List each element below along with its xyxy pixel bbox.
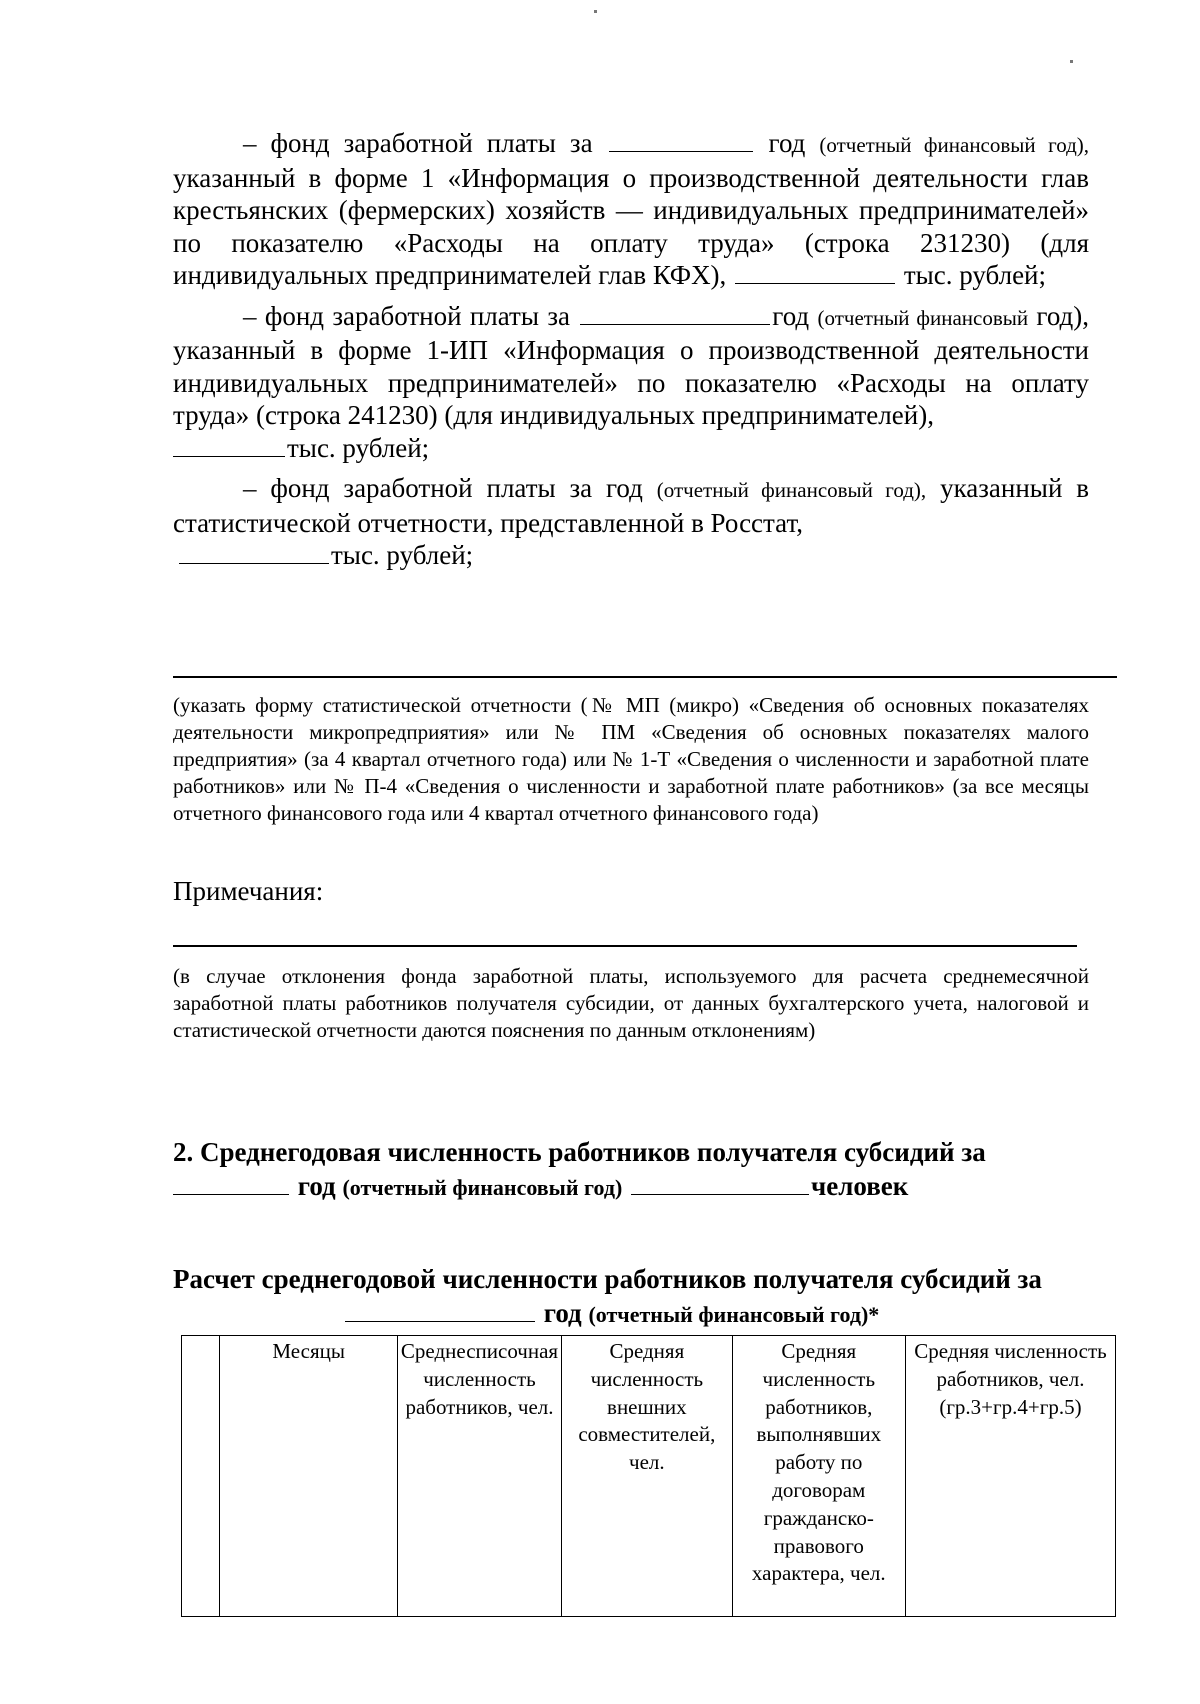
wage-fund-section <box>173 127 1089 580</box>
stat-form-line <box>173 676 1117 678</box>
wage-fund-kfh-paragraph <box>173 127 1089 292</box>
wage-fund-kfh-text: указанный в форме 1 «Информация о производственной деятельности глав крестьянских (фермерских) хозяйств — индивидуальных предпринимателей» по показателю «Расходы на оплату труда» (строка 231230) (для индивидуальных предпринимателей глав КФХ), <box>173 162 1089 290</box>
section-2-year-blank <box>173 1172 289 1195</box>
stat-form-note: (указать форму статистической отчетности (№ МП (микро) «Сведения об основных показателях деятельности микропредприятия» или № ПМ «Сведения об основных показателях малого предприятия» (за 4 квартал отчетного года) или № 1-Т «Сведения о численности и заработной плате работников» или № П-4 «Сведения о численности и заработной плате работников» (за все месяцы отчетного финансового года или 4 квартал отчетного финансового года) <box>173 693 1089 825</box>
table-header-cell: Средняя численность внешних совместителей, чел. <box>562 1336 733 1617</box>
deviation-note: (в случае отклонения фонда заработной платы, используемого для расчета среднемесячной заработной платы работников получателя субсидии, от данных бухгалтерского учета, налоговой и статистической отчетности даются пояснения по данным отклонениям) <box>173 964 1089 1042</box>
year-note-1: (отчетный финансовый год), <box>819 133 1090 157</box>
wage-fund-kfh-lead: – фонд заработной платы за <box>243 128 593 158</box>
section-2-heading <box>173 1135 1089 1205</box>
unit-2: тыс. рублей; <box>287 432 430 463</box>
amount-blank-2 <box>173 434 285 457</box>
scan-dot <box>594 10 597 13</box>
wage-fund-ip-lead: – фонд заработной платы за <box>243 300 570 331</box>
unit-1: тыс. рублей; <box>903 260 1046 290</box>
year-note-3: (отчетный финансовый год), <box>656 478 927 502</box>
calc-year-word: год <box>543 1298 582 1328</box>
wage-fund-stat-text: указанный в статистической отчетности, представленной в Росстат, <box>173 473 1090 538</box>
wage-fund-stat-lead: – фонд заработной платы за год <box>243 473 643 503</box>
amount-blank-1 <box>735 261 895 284</box>
wage-fund-ip-text: год), указанный в форме 1-ИП «Информация о производственной деятельности индивидуальных предпринимателей» по показателю «Расходы на оплату труда» (строка 241230) (для индивидуальных предпринимателей), <box>173 300 1090 430</box>
section-2-count-blank <box>631 1172 809 1195</box>
table-header-cell: Средняя численность работников, чел. (гр.3+гр.4+гр.5) <box>905 1336 1115 1617</box>
table-header-cell: Месяцы <box>220 1336 397 1617</box>
year-word-2: год <box>772 300 810 331</box>
calc-subtitle <box>173 1296 1089 1332</box>
scan-dot <box>1070 60 1073 63</box>
year-note-2: (отчетный финансовый <box>817 305 1029 330</box>
year-blank-2 <box>580 302 770 325</box>
calc-year-note: (отчетный финансовый год)* <box>588 1302 880 1327</box>
section-2-unit: человек <box>811 1171 909 1201</box>
section-2-title: 2. Среднегодовая численность работников получателя субсидий за <box>173 1137 986 1167</box>
table-header-cell <box>182 1336 220 1617</box>
section-2-year-word: год <box>297 1171 336 1201</box>
year-word-1: год <box>768 128 806 158</box>
headcount-table <box>181 1335 1116 1617</box>
unit-3: тыс. рублей; <box>331 540 474 570</box>
table-header-cell: Средняя численность работников, выполнявших работу по договорам гражданско-правового характера, чел. <box>732 1336 905 1617</box>
section-2-year-note: (отчетный финансовый год) <box>342 1175 623 1200</box>
wage-fund-ip-paragraph <box>173 300 1089 465</box>
year-blank-1 <box>609 129 753 152</box>
wage-fund-stat-paragraph <box>173 472 1089 572</box>
calc-year-blank <box>345 1299 535 1322</box>
calc-title: Расчет среднегодовой численности работников получателя субсидий за <box>173 1264 1042 1294</box>
calc-heading <box>173 1262 1089 1332</box>
table-header-row <box>182 1336 1116 1617</box>
amount-blank-3 <box>179 541 329 564</box>
notes-line <box>173 945 1077 947</box>
notes-label: Примечания: <box>173 876 324 906</box>
table-header-cell: Среднесписочная численность работников, чел. <box>397 1336 561 1617</box>
